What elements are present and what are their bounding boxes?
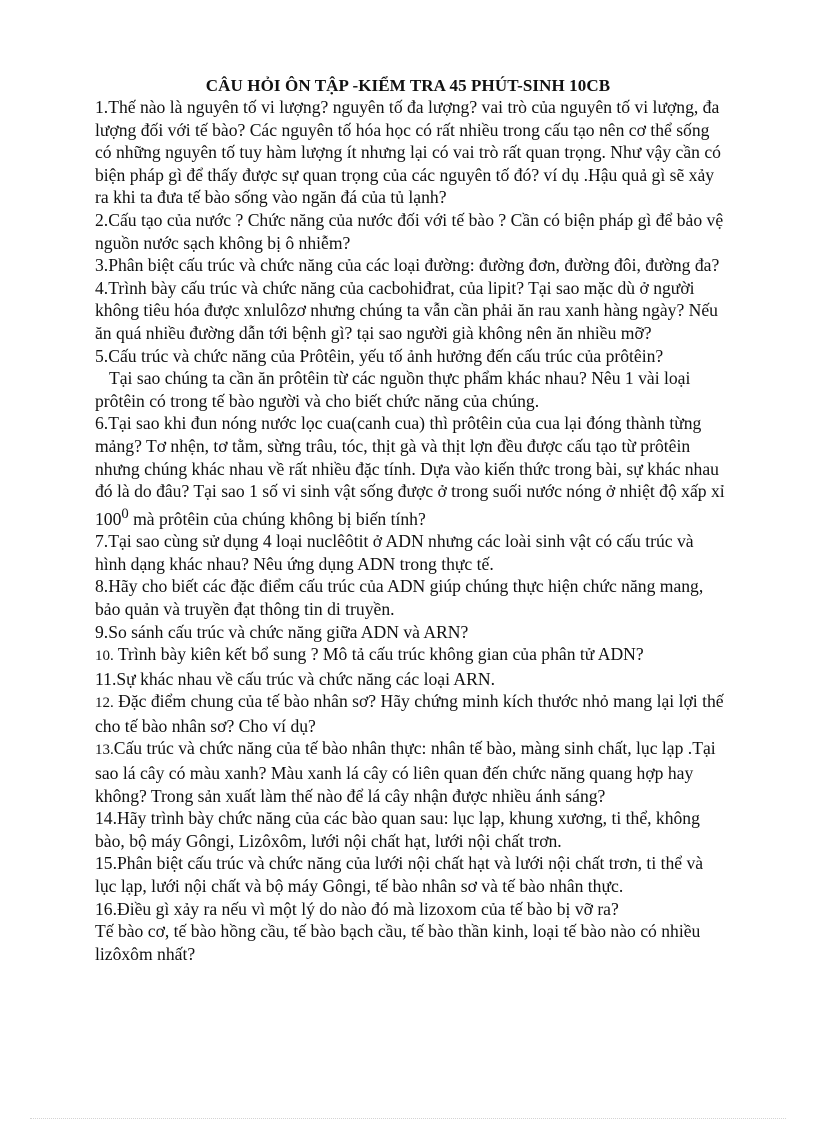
question-16: 16.Điều gì xảy ra nếu vì một lý do nào đó mà lizoxom của tế bào bị vỡ ra? Tế bào cơ, tế bào hồng cầu, tế bào bạch cầu, tế bào thần kinh, loại tế bào nào có nhiều lizôxôm nhất? xyxy=(95,898,701,964)
question-list xyxy=(95,96,725,965)
question-4: 4.Trình bày cấu trúc và chức năng của cacbohiđrat, của lipit? Tại sao mặc dù ở người không tiêu hóa được xnlulôzơ nhưng chúng ta vẫn cần phải ăn rau xanh hàng ngày? Nếu ăn quá nhiều đường dẫn tới bệnh gì? tại sao người già không nên ăn nhiều mỡ? xyxy=(95,277,718,343)
question-2: 2.Cấu tạo của nước ? Chức năng của nước đối với tế bào ? Cần có biện pháp gì để bảo vệ nguồn nước sạch không bị ô nhiễm? xyxy=(95,209,724,253)
question-14: 14.Hãy trình bày chức năng của các bào quan sau: lục lạp, khung xương, ti thể, không bào, bộ máy Gôngi, Lizôxôm, lưới nội chất hạt, lưới nội chất trơn. xyxy=(95,808,700,851)
document-title: CÂU HỎI ÔN TẬP -KIỂM TRA 45 PHÚT-SINH 10CB xyxy=(205,76,611,95)
question-5: 5.Cấu trúc và chức năng của Prôtêin, yếu tố ảnh hưởng đến cấu trúc của prôtêin? Tại sao chúng ta cần ăn prôtêin từ các nguồn thực phẩm khác nhau? Nêu 1 vài loại prôtêin có trong tế bào người và cho biết chức năng của chúng. xyxy=(95,345,691,411)
page-bottom-border xyxy=(30,1118,786,1119)
question-1: 1.Thế nào là nguyên tố vi lượng? nguyên tố đa lượng? vai trò của nguyên tố vi lượng, đa lượng đối với tế bào? Các nguyên tố hóa học có rất nhiều trong cấu tạo nên cơ thể sống có những nguyên tố tuy hàm lượng ít nhưng lại có vai trò rất quan trọng. Như vậy cần có biện pháp gì để thấy được sự quan trọng của các nguyên tố đó? ví dụ .Hậu quả gì sẽ xảy ra khi ta đưa tế bào sống vào ngăn đá của tủ lạnh? xyxy=(95,97,721,208)
question-3: 3.Phân biệt cấu trúc và chức năng của các loại đường: đường đơn, đường đôi, đường đa? xyxy=(95,255,720,276)
question-7: 7.Tại sao cùng sử dụng 4 loại nuclêôtit ở ADN nhưng các loài sinh vật có cấu trúc và hình dạng khác nhau? Nêu ứng dụng ADN trong thực tế. xyxy=(95,531,694,574)
question-15: 15.Phân biệt cấu trúc và chức năng của lưới nội chất hạt và lưới nội chất trơn, ti thể và lục lạp, lưới nội chất và bộ máy Gôngi, tế bào nhân sơ và tế bào nhân thực. xyxy=(95,853,704,897)
question-9: 9.So sánh cấu trúc và chức năng giữa ADN và ARN? xyxy=(95,621,469,642)
question-10: 10. Trình bày kiên kết bổ sung ? Mô tả cấu trúc không gian của phân tử ADN? xyxy=(95,644,644,665)
question-12: 12. Đặc điểm chung của tế bào nhân sơ? Hãy chứng minh kích thước nhỏ mang lại lợi thế cho tế bào nhân sơ? Cho ví dụ? xyxy=(95,691,724,736)
question-8: 8.Hãy cho biết các đặc điểm cấu trúc của ADN giúp chúng thực hiện chức năng mang, bảo quản và truyền đạt thông tin di truyền. xyxy=(95,576,704,619)
question-11: 11.Sự khác nhau về cấu trúc và chức năng các loại ARN. xyxy=(95,668,495,689)
question-13: 13.Cấu trúc và chức năng của tế bào nhân thực: nhân tế bào, màng sinh chất, lục lạp .Tại sao lá cây có màu xanh? Màu xanh lá cây có liên quan đến chức năng quang hợp hay không? Trong sản xuất làm thế nào để lá cây nhận được nhiều ánh sáng? xyxy=(95,738,716,806)
question-6: 6.Tại sao khi đun nóng nước lọc cua(canh cua) thì prôtêin của cua lại đóng thành từng mảng? Tơ nhện, tơ tằm, sừng trâu, tóc, thịt gà và thịt lợn đều được cấu tạo từ prôtêin nhưng chúng khác nhau về rất nhiều đặc tính. Dựa vào kiến thức trong bài, sự khác nhau đó là do đâu? Tại sao 1 số vi sinh vật sống được ở trong suối nước nóng ở nhiệt độ xấp xỉ $100^0$ mà prôtêin của chúng không bị biến tính? xyxy=(95,413,725,529)
